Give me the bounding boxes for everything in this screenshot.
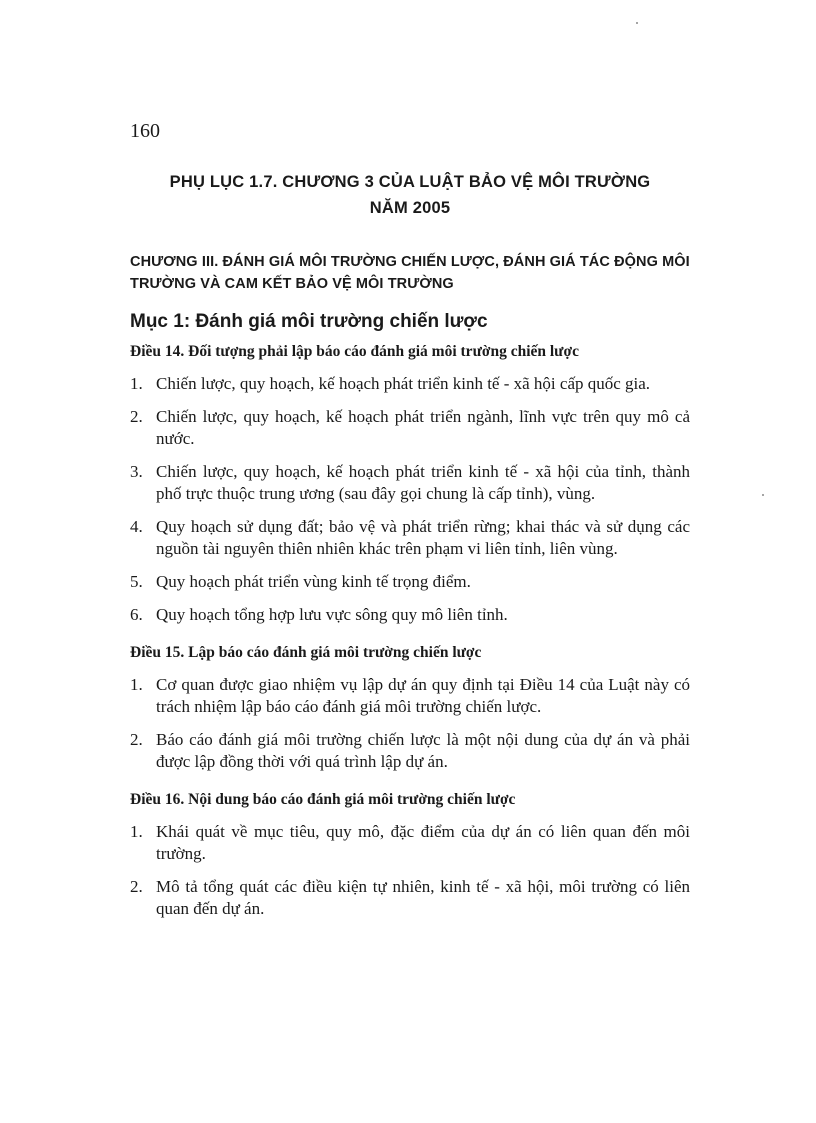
list-item-number: 5.: [130, 572, 143, 591]
list-item-text: Quy hoạch sử dụng đất; bảo vệ và phát triển rừng; khai thác và sử dụng các nguồn tài nguyên thiên nhiên khác trên phạm vi liên tỉnh, liên vùng.: [156, 517, 690, 558]
article-15-list: [130, 674, 690, 773]
appendix-title: [130, 169, 690, 221]
list-item-text: Quy hoạch tổng hợp lưu vực sông quy mô liên tỉnh.: [156, 605, 508, 624]
list-item: [130, 406, 690, 450]
appendix-title-line-2: NĂM 2005: [369, 199, 451, 217]
list-item-text: Mô tả tổng quát các điều kiện tự nhiên, kinh tế - xã hội, môi trường có liên quan đến dự án.: [156, 877, 690, 918]
list-item-text: Cơ quan được giao nhiệm vụ lập dự án quy định tại Điều 14 của Luật này có trách nhiệm lập báo cáo đánh giá môi trường chiến lược.: [156, 675, 690, 716]
document-page: [130, 120, 690, 931]
list-item-number: 2.: [130, 407, 143, 426]
appendix-title-line-1: PHỤ LỤC 1.7. CHƯƠNG 3 CỦA LUẬT BẢO VỆ MÔI TRƯỜNG: [169, 173, 651, 191]
list-item: [130, 571, 690, 593]
article-14-title: Điều 14. Đối tượng phải lập báo cáo đánh giá môi trường chiến lược: [130, 343, 579, 360]
list-item-number: 6.: [130, 605, 143, 624]
list-item-number: 1.: [130, 675, 143, 694]
list-item-number: 2.: [130, 730, 143, 749]
list-item: [130, 516, 690, 560]
list-item: [130, 876, 690, 920]
chapter-title: CHƯƠNG III. ĐÁNH GIÁ MÔI TRƯỜNG CHIẾN LƯỢC, ĐÁNH GIÁ TÁC ĐỘNG MÔI TRƯỜNG VÀ CAM KẾT BẢO VỆ MÔI TRƯỜNG: [130, 254, 690, 292]
list-item-text: Khái quát về mục tiêu, quy mô, đặc điểm của dự án có liên quan đến môi trường.: [156, 822, 690, 863]
list-item: [130, 461, 690, 505]
list-item: [130, 729, 690, 773]
scan-speck: [636, 22, 638, 24]
list-item-number: 2.: [130, 877, 143, 896]
list-item: [130, 821, 690, 865]
list-item: [130, 373, 690, 395]
list-item-text: Chiến lược, quy hoạch, kế hoạch phát triển kinh tế - xã hội của tỉnh, thành phố trực thuộc trung ương (sau đây gọi chung là cấp tỉnh), vùng.: [156, 462, 690, 503]
list-item-text: Chiến lược, quy hoạch, kế hoạch phát triển kinh tế - xã hội cấp quốc gia.: [156, 374, 651, 393]
list-item-text: Chiến lược, quy hoạch, kế hoạch phát triển ngành, lĩnh vực trên quy mô cả nước.: [156, 407, 690, 448]
list-item-number: 3.: [130, 462, 143, 481]
list-item-text: Báo cáo đánh giá môi trường chiến lược là một nội dung của dự án và phải được lập đồng thời với quá trình lập dự án.: [156, 730, 690, 771]
article-15-title: Điều 15. Lập báo cáo đánh giá môi trường chiến lược: [130, 644, 482, 661]
scan-speck: [762, 494, 764, 496]
list-item-number: 1.: [130, 822, 143, 841]
page-number: 160: [130, 120, 160, 142]
list-item-text: Quy hoạch phát triển vùng kinh tế trọng điểm.: [156, 572, 471, 591]
article-14-list: [130, 373, 690, 626]
article-16-title: Điều 16. Nội dung báo cáo đánh giá môi trường chiến lược: [130, 791, 516, 808]
section-title: Mục 1: Đánh giá môi trường chiến lược: [130, 311, 488, 332]
article-16-list: [130, 821, 690, 920]
list-item-number: 4.: [130, 517, 143, 536]
list-item-number: 1.: [130, 374, 143, 393]
list-item: [130, 674, 690, 718]
list-item: [130, 604, 690, 626]
